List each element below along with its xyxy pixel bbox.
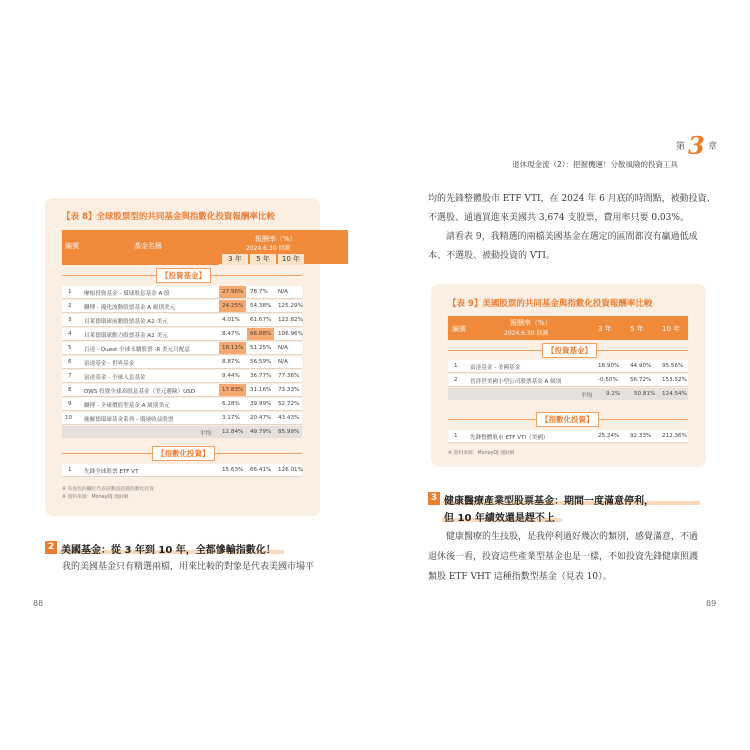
table9-avg-y3: 9.2%	[606, 391, 621, 397]
table8-cell-y10: 122.82%	[278, 317, 303, 323]
table9-row	[448, 360, 688, 373]
table8-cell-y3: 18.11%	[222, 345, 244, 351]
table8-cell-name: DWS 投資全球高股息基金（美元避險）USD	[84, 389, 196, 395]
table8-cell-y3: 8.87%	[222, 359, 240, 365]
table8-cell-y5: 39.99%	[250, 401, 272, 407]
table8-row	[62, 412, 302, 425]
table9-header-return: 報酬率（%）	[510, 319, 552, 327]
table8-cell-y5: 51.25%	[250, 345, 272, 351]
table8-index-no: 1	[68, 467, 72, 473]
table9-header-no: 編號	[452, 325, 466, 333]
table8-row	[62, 398, 302, 411]
table8-header-return: 報酬率（%）	[255, 235, 297, 243]
table9-cell-no: 2	[454, 377, 458, 383]
table8-row	[62, 300, 302, 313]
table8-cell-y10: 43.43%	[278, 415, 300, 421]
table9-body	[448, 360, 688, 386]
table8-avg-y3: 12.84%	[222, 429, 244, 435]
table9-row	[448, 374, 688, 387]
table8-cell-name: 富達基金 - 全球入息基金	[84, 375, 146, 381]
table8-cell-y5: 31.16%	[250, 387, 272, 393]
table8-index-y5: 66.41%	[250, 467, 272, 473]
table8-year-row	[62, 253, 302, 265]
table8-row	[62, 384, 302, 397]
table8-cell-y10: N/A	[278, 345, 288, 351]
chapter-suffix: 章	[708, 142, 718, 152]
table8-note-2: ※ 資料來源：MoneyDJ 理財網	[62, 495, 129, 500]
table8-cell-no: 7	[68, 373, 72, 379]
table8-header-no: 編號	[65, 242, 79, 250]
table8-cell-name: 貝萊德環球前瞻股票基金 A2 美元	[84, 319, 168, 325]
right-body-line-2: 不選股、通過買進來美國共 3,674 支股票，費用率只要 0.03%。	[428, 213, 689, 223]
table8-cell-y10: 77.36%	[278, 373, 300, 379]
table8-row	[62, 314, 302, 327]
table8-cell-y5: 78.7%	[250, 289, 268, 295]
table8-year-10: 10 年	[278, 254, 304, 265]
table8-cell-y5: 20.47%	[250, 415, 272, 421]
table8-cell-no: 3	[68, 317, 72, 323]
table8-cell-name: 摩根投資基金 - 環球股息基金 A 股	[84, 291, 170, 297]
table8-index-name: 先鋒全球股票 ETF VT	[84, 469, 139, 475]
table9-index-name: 先鋒整體股市 ETF VTI（美國）	[470, 435, 549, 441]
left-body-line: 我的美國基金只有精選兩檔，用來比較的對象是代表美國市場平	[62, 562, 315, 572]
table9-header-date: 2024.6.30 回測	[504, 330, 549, 337]
table8-avg-y5: 49.79%	[250, 429, 272, 435]
table8-row	[62, 286, 302, 299]
chapter-prefix: 第	[676, 142, 686, 152]
table9-cell-y5: 44.90%	[630, 363, 652, 369]
table9-cell-y3: 18.90%	[598, 363, 620, 369]
table9-avg-row	[448, 388, 688, 400]
table8-cell-y3: 9.44%	[222, 373, 240, 379]
table9-cell-name: 富達基金 - 美國基金	[470, 365, 521, 371]
running-title: 退休現金流（2）：把握機運！分散風險的投資工具	[512, 160, 679, 169]
table8-cell-y5: 66.88%	[250, 331, 272, 337]
table9-avg-label: 平均	[581, 393, 593, 399]
table9-cell-y3: -0.50%	[598, 377, 618, 383]
table8-cell-no: 10	[65, 415, 73, 421]
table9-section-funds: 【投資基金】	[542, 343, 597, 358]
table8-cell-y10: 125.29%	[278, 303, 303, 309]
table8-avg-y10: 85.99%	[278, 429, 300, 435]
table8-row	[62, 356, 302, 369]
table8-header-name: 基金名稱	[134, 242, 162, 250]
table9-cell-y10: 95.56%	[662, 363, 684, 369]
right-heading-badge: 3	[428, 492, 440, 505]
table8-cell-name: 百達 - Quest 全球永續股票 -R 美元月配息	[84, 347, 191, 353]
table8-cell-no: 8	[68, 387, 72, 393]
right-body-line-3: 請看表 9，我精選的兩檔美國基金在選定的區間都沒有贏過低成	[428, 232, 698, 242]
right-body-bottom-line-3: 類股 ETF VHT 這種指數型基金（見表 10）。	[428, 572, 612, 582]
table8-index-y10: 126.01%	[278, 467, 303, 473]
table8-cell-y3: 3.17%	[222, 415, 240, 421]
right-body-bottom-line-2: 退休後一看，投資這些產業型基金也是一樣，不如投資先鋒健康照護	[428, 552, 699, 562]
table9-section-index: 【指數化投資】	[536, 412, 599, 427]
right-heading-line-2: 但 10 年績效還是趕不上	[444, 513, 555, 524]
table8-cell-no: 9	[68, 401, 72, 407]
table8-cell-y10: 52.72%	[278, 401, 300, 407]
table9-header	[448, 316, 688, 340]
table8-index-row	[62, 464, 302, 477]
left-heading-badge: 2	[45, 541, 57, 554]
right-body-line-4: 本、不選股、被動投資的 VTI。	[428, 251, 555, 261]
table8-header-date: 2024.6.30 回測	[246, 245, 291, 252]
right-section-heading	[428, 492, 708, 528]
table9-cell-y10: 153.52%	[662, 377, 687, 383]
table8-cell-y3: 6.28%	[222, 401, 240, 407]
table8-cell-name: 施羅德環球基金系列 - 環球收益股票	[84, 417, 174, 423]
table8-cell-y10: 106.96%	[278, 331, 303, 337]
table8-cell-no: 5	[68, 345, 72, 351]
table9-header-y10: 10 年	[662, 325, 681, 333]
table9-avg-y5: 50.81%	[634, 391, 656, 397]
table8-cell-name: 聯博 - 全球價值型基金 A 級別美元	[84, 403, 170, 409]
right-body-bottom-line-1: 健康醫療的生技股，是我停利過好幾次的類別，感覺滿意，不過	[428, 532, 699, 542]
table9-cell-y5: 56.72%	[630, 377, 652, 383]
table8-row	[62, 370, 302, 383]
table8-cell-no: 1	[68, 289, 72, 295]
table9-index-y3: 25.24%	[598, 433, 620, 439]
table8-cell-y10: N/A	[278, 359, 288, 365]
table8-cell-y5: 56.59%	[250, 359, 272, 365]
table8-section-funds: 【投資基金】	[156, 268, 211, 283]
table8-cell-y5: 54.38%	[250, 303, 272, 309]
chapter-number: 3	[688, 131, 705, 160]
table9-header-y3: 3 年	[598, 325, 612, 333]
page-number-right: 89	[706, 599, 717, 608]
table8-cell-y10: N/A	[278, 289, 288, 295]
table8-year-3: 3 年	[222, 254, 248, 265]
table9-index-y10: 212.36%	[662, 433, 687, 439]
table8-cell-y10: 73.33%	[278, 387, 300, 393]
table8-cell-y5: 36.77%	[250, 373, 272, 379]
table8-index-y3: 15.63%	[222, 467, 244, 473]
table9-index-row	[448, 430, 688, 443]
table8-cell-no: 2	[68, 303, 72, 309]
table8-cell-y3: 27.96%	[222, 289, 244, 295]
table8-note-1: ※ 有底色的欄位代表該數值超越指數化投資	[62, 487, 154, 492]
right-body-line-1: 均的先鋒整體股市 ETF VTI，在 2024 年 6 月底的時間點，被動投資、	[428, 194, 716, 204]
table9-avg-y10: 124.54%	[662, 391, 687, 397]
table9-cell-no: 1	[454, 363, 458, 369]
table8-cell-name: 富達基金 - 世界基金	[84, 361, 135, 367]
table9-cell-name: 晉祥世美國小型公司股票基金 A 級別	[470, 379, 562, 385]
left-heading-text: 美國基金：從 3 年到 10 年，全都慘輸指數化！	[61, 545, 276, 556]
table8-section-index: 【指數化投資】	[152, 446, 215, 461]
table8-cell-no: 4	[68, 331, 72, 337]
table8-row	[62, 328, 302, 341]
table8-title: 【表 8】全球股票型的共同基金與指數化投資報酬率比較	[62, 212, 275, 222]
table8-cell-name: 聯博 - 優化波動股票基金 A 級別美元	[84, 305, 176, 311]
table9-header-y5: 5 年	[630, 325, 644, 333]
chapter-marker	[676, 133, 726, 159]
table9-title: 【表 9】美國股票的共同基金與指數化投資報酬率比較	[448, 299, 653, 309]
table8-year-5: 5 年	[250, 254, 276, 265]
page-number-left: 88	[33, 599, 44, 608]
table8-cell-y3: 24.25%	[222, 303, 244, 309]
table9-index-no: 1	[454, 433, 458, 439]
table8-avg-label: 平均	[200, 431, 212, 437]
table9-index-y5: 92.33%	[630, 433, 652, 439]
right-heading-line-1: 健康醫療產業型股票基金：期間一度滿意停利，	[444, 496, 654, 507]
table8-row	[62, 342, 302, 355]
table8-cell-no: 6	[68, 359, 72, 365]
table8-cell-y3: 8.47%	[222, 331, 240, 337]
table9-note: ※ 資料來源：MoneyDJ 理財網	[448, 451, 515, 456]
table8-cell-y3: 4.01%	[222, 317, 240, 323]
table8-avg-row	[62, 426, 302, 438]
table8-body	[62, 286, 302, 426]
table8-cell-name: 貝萊德環球動力股票基金 A2 美元	[84, 333, 168, 339]
table8-cell-y5: 61.67%	[250, 317, 272, 323]
table8-cell-y3: 17.83%	[222, 387, 244, 393]
